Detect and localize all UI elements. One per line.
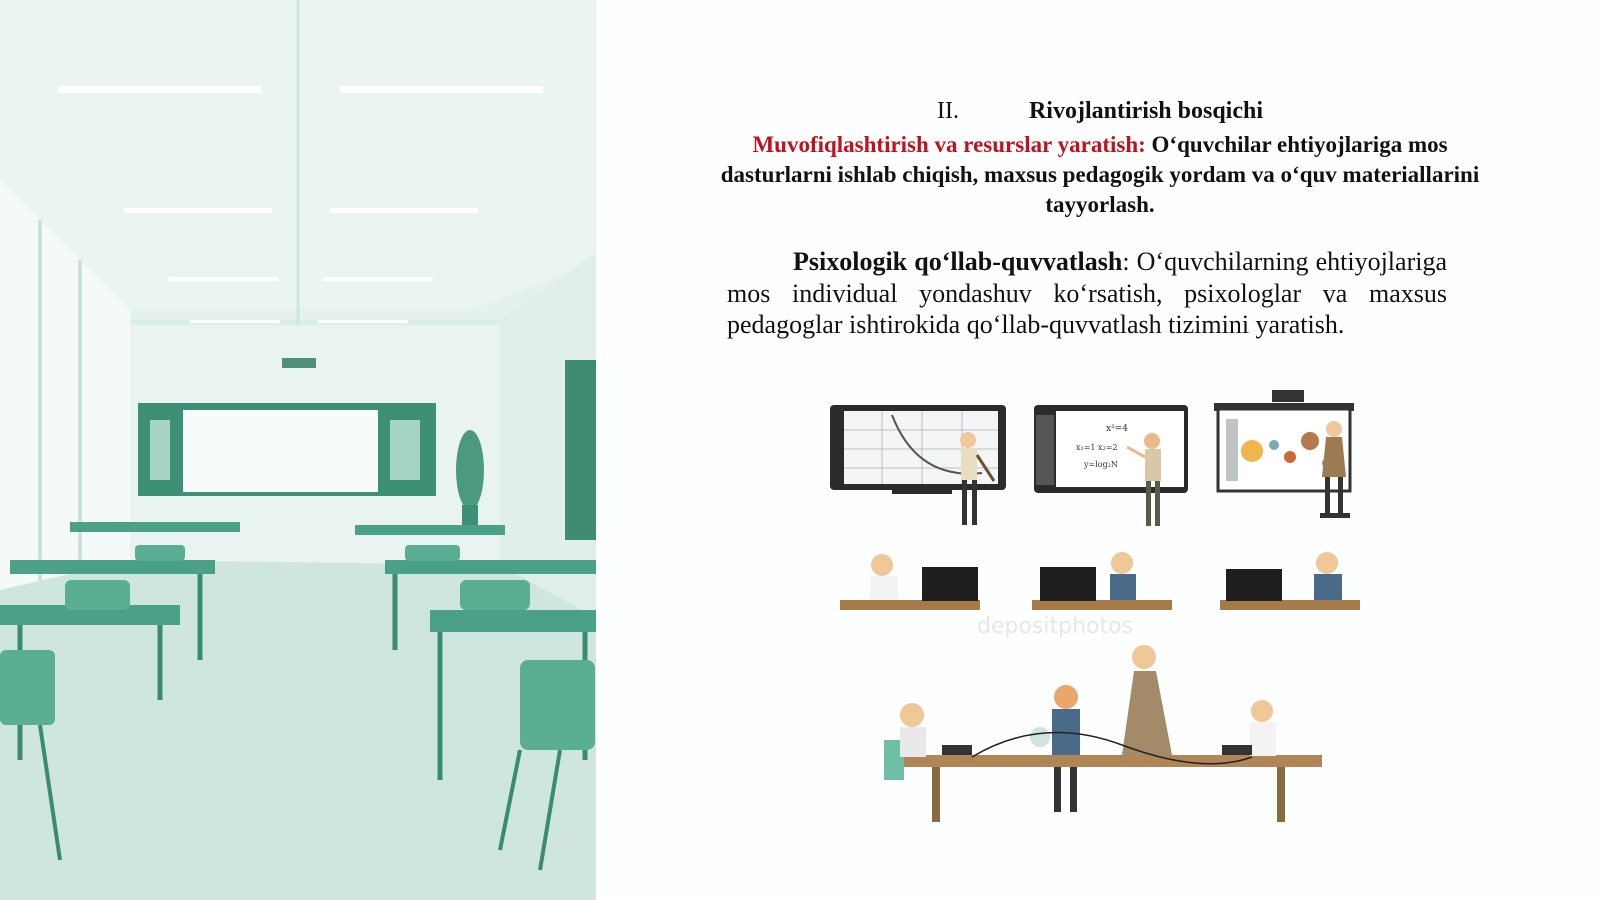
robotics-table: [884, 645, 1322, 822]
paragraph-body: : O‘quvchilarning ehtiyojlariga mos individual yondashuv ko‘rsatish, psixologlar va maxsus pedagoglar ishtirokida qo‘llab-quvvatlash tizimini yaratish.: [727, 247, 1447, 339]
intro-body: O‘quvchilar ehtiyojlariga mos dasturlarni ishlab chiqish, maxsus pedagogik yordam va o‘quv materiallarini tayyorlash.: [720, 132, 1480, 217]
classroom-photo: [0, 0, 600, 900]
support-paragraph: [727, 246, 1447, 341]
board-planets: [1214, 390, 1354, 518]
computer-desks: [840, 552, 1360, 639]
section-title: Rivojlantirish bosqichi: [1028, 98, 1264, 124]
board-graph: [830, 405, 1006, 525]
formula-1: x²=4: [1106, 424, 1128, 434]
intro-text: [695, 130, 1505, 220]
slide-content: [600, 0, 1600, 900]
classroom-illustration: [0, 0, 600, 900]
intro-highlight: Muvofiqlashtirish va resurslar yaratish:: [752, 132, 1146, 157]
classroom-tech-illustration: [822, 385, 1402, 855]
section-heading: [600, 98, 1600, 125]
paragraph-term: Psixologik qo‘llab-quvvatlash: [793, 247, 1123, 276]
board-formulas: [1034, 405, 1188, 526]
watermark-text: depositphotos: [977, 614, 1134, 639]
formula-3: y=log₂N: [1084, 460, 1118, 469]
section-number: II.: [936, 98, 959, 124]
formula-2: x₁=1 x₂=2: [1076, 443, 1118, 452]
